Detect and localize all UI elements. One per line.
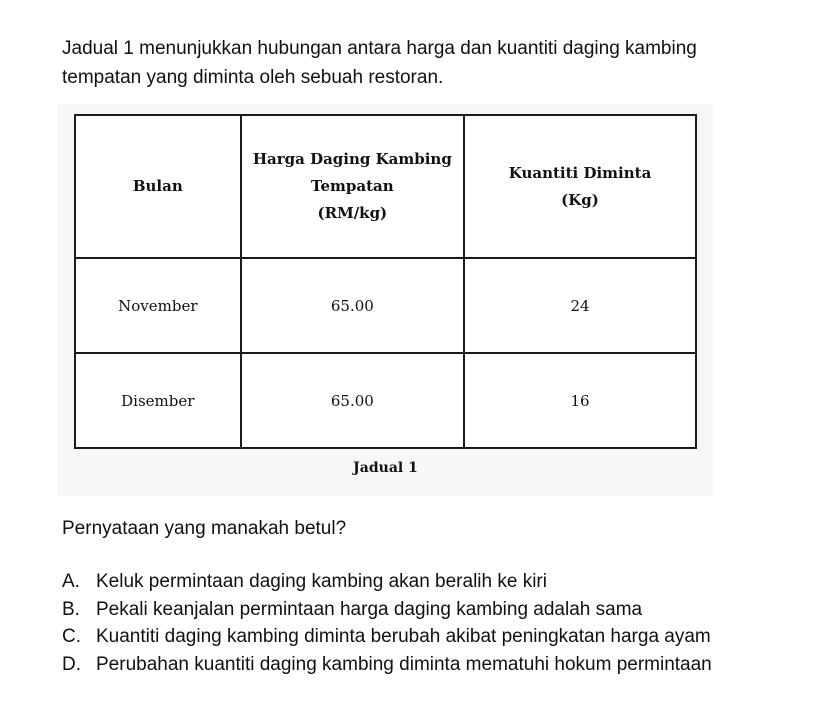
- option-d[interactable]: [62, 651, 822, 679]
- header-month: [75, 115, 241, 258]
- header-price-line-3: (RM/kg): [317, 204, 388, 222]
- header-month-label: Bulan: [132, 177, 183, 195]
- cell-price: 65.00: [241, 258, 464, 353]
- header-quantity-line-1: Kuantiti Diminta: [508, 163, 652, 182]
- option-d-letter: D.: [62, 653, 81, 675]
- intro-line-2: tempatan yang diminta oleh sebuah restoran.: [62, 67, 444, 88]
- table-caption: Jadual 1: [353, 460, 418, 476]
- table-row: [75, 258, 696, 353]
- intro-paragraph: [62, 34, 802, 92]
- table-figure: [58, 104, 713, 496]
- header-price-line-2: Tempatan: [311, 177, 394, 195]
- cell-month: November: [75, 258, 241, 353]
- cell-price: 65.00: [241, 353, 464, 448]
- header-price: [241, 115, 464, 258]
- option-a[interactable]: [62, 568, 822, 596]
- option-c[interactable]: [62, 623, 822, 651]
- option-c-text: Kuantiti daging kambing diminta berubah akibat peningkatan harga ayam: [96, 626, 711, 647]
- data-table: [74, 114, 697, 449]
- header-price-line-1: Harga Daging Kambing: [252, 150, 452, 168]
- cell-quantity: 16: [464, 353, 696, 448]
- intro-line-1: Jadual 1 menunjukkan hubungan antara harga dan kuantiti daging kambing: [62, 38, 697, 59]
- header-quantity-line-2: (Kg): [561, 190, 599, 209]
- header-quantity: [464, 115, 696, 258]
- table-header-row: [75, 115, 696, 258]
- table-row: [75, 353, 696, 448]
- option-c-letter: C.: [62, 626, 81, 647]
- option-b-text: Pekali keanjalan permintaan harga daging kambing adalah sama: [96, 598, 643, 620]
- option-a-letter: A.: [62, 571, 80, 592]
- cell-quantity: 24: [464, 258, 696, 353]
- answer-options: [62, 568, 822, 678]
- question-text: Pernyataan yang manakah betul?: [62, 518, 347, 539]
- cell-month: Disember: [75, 353, 241, 448]
- option-b-letter: B.: [62, 598, 80, 620]
- option-b[interactable]: [62, 596, 822, 624]
- option-d-text: Perubahan kuantiti daging kambing diminta mematuhi hokum permintaan: [96, 653, 712, 675]
- option-a-text: Keluk permintaan daging kambing akan beralih ke kiri: [96, 571, 547, 592]
